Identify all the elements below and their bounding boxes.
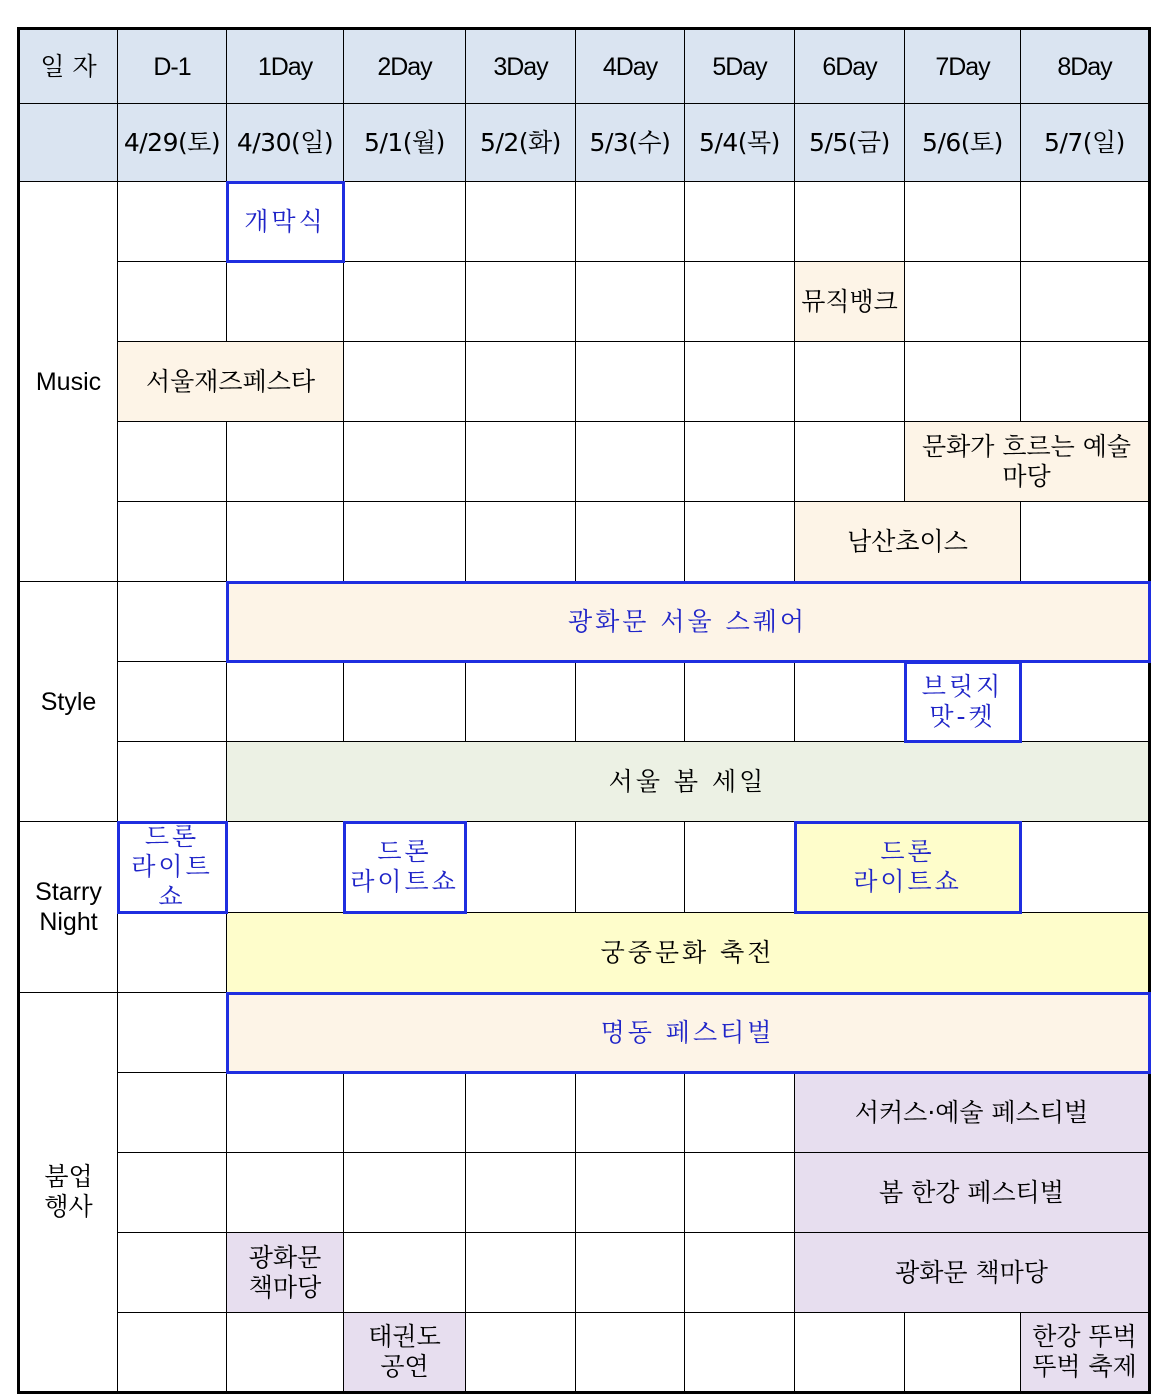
header-date-1: 4/30(일) xyxy=(227,104,344,182)
empty-cell xyxy=(795,182,905,262)
category-starry-night-line-1: Starry xyxy=(35,878,102,906)
empty-cell xyxy=(344,262,466,342)
event-drone-2-line-1: 드론 xyxy=(377,837,432,866)
empty-cell xyxy=(576,1153,685,1233)
music-row-2 xyxy=(19,262,1150,342)
music-row-1 xyxy=(19,182,1150,262)
event-music-bank: 뮤직뱅크 xyxy=(795,262,905,342)
empty-cell xyxy=(466,1073,576,1153)
empty-cell xyxy=(344,342,466,422)
category-music: Music xyxy=(19,182,118,582)
empty-cell xyxy=(576,342,685,422)
empty-cell xyxy=(227,662,344,742)
empty-cell xyxy=(795,342,905,422)
empty-cell xyxy=(685,182,795,262)
event-drone-light-show-1 xyxy=(118,822,227,913)
empty-cell xyxy=(1021,822,1150,913)
header-day-5: 5Day xyxy=(685,29,795,104)
event-ttukbeok-line-1: 한강 뚜벅 xyxy=(1032,1322,1137,1351)
empty-cell xyxy=(685,1313,795,1393)
category-bomup xyxy=(19,993,118,1393)
header-date-2: 5/1(월) xyxy=(344,104,466,182)
empty-cell xyxy=(905,182,1021,262)
header-day-row xyxy=(19,29,1150,104)
empty-cell xyxy=(227,1313,344,1393)
event-drone-1-line-1: 드론 xyxy=(144,822,200,851)
event-culture-art-madang xyxy=(905,422,1150,502)
empty-cell xyxy=(344,422,466,502)
empty-cell xyxy=(1021,662,1150,742)
event-hangang-ttukbeok-festival xyxy=(1021,1313,1150,1393)
empty-cell xyxy=(227,422,344,502)
empty-cell xyxy=(227,1073,344,1153)
event-seoul-spring-sale: 서울 봄 세일 xyxy=(227,742,1150,822)
category-bomup-line-1: 붐업 xyxy=(44,1163,93,1191)
empty-cell xyxy=(576,422,685,502)
style-row-1 xyxy=(19,582,1150,662)
bomup-row-5 xyxy=(19,1313,1150,1393)
event-taekwondo-performance xyxy=(344,1313,466,1393)
empty-cell xyxy=(685,662,795,742)
empty-cell xyxy=(118,502,227,582)
header-day-8: 8Day xyxy=(1021,29,1150,104)
event-gwanghwamun-book-madang-1 xyxy=(227,1233,344,1313)
music-row-5 xyxy=(19,502,1150,582)
empty-cell xyxy=(576,182,685,262)
empty-cell xyxy=(227,822,344,913)
empty-cell xyxy=(118,262,227,342)
empty-cell xyxy=(576,502,685,582)
empty-cell xyxy=(227,1153,344,1233)
empty-cell xyxy=(118,742,227,822)
empty-cell xyxy=(344,1233,466,1313)
event-circus-art-festival: 서커스·예술 페스티벌 xyxy=(795,1073,1150,1153)
empty-cell xyxy=(227,262,344,342)
header-day-7: 7Day xyxy=(905,29,1021,104)
empty-cell xyxy=(576,1073,685,1153)
empty-cell xyxy=(466,1313,576,1393)
empty-cell xyxy=(118,993,227,1073)
empty-cell xyxy=(118,422,227,502)
empty-cell xyxy=(1021,262,1150,342)
header-day-4: 4Day xyxy=(576,29,685,104)
empty-cell xyxy=(795,422,905,502)
empty-cell xyxy=(466,262,576,342)
empty-cell xyxy=(795,1313,905,1393)
empty-cell xyxy=(685,422,795,502)
event-ttukbeok-line-2: 뚜벅 축제 xyxy=(1032,1352,1137,1381)
event-book-1-line-1: 광화문 xyxy=(248,1242,322,1272)
empty-cell xyxy=(118,662,227,742)
empty-cell xyxy=(576,662,685,742)
empty-cell xyxy=(685,1153,795,1233)
music-row-3 xyxy=(19,342,1150,422)
event-bridge-market xyxy=(905,662,1021,742)
empty-cell xyxy=(118,582,227,662)
header-date-8: 5/7(일) xyxy=(1021,104,1150,182)
bomup-row-3 xyxy=(19,1153,1150,1233)
category-starry-night xyxy=(19,822,118,993)
empty-cell xyxy=(685,502,795,582)
category-bomup-line-2: 행사 xyxy=(44,1193,93,1221)
empty-cell xyxy=(344,182,466,262)
header-day-6: 6Day xyxy=(795,29,905,104)
event-palace-culture-festival: 궁중문화 축전 xyxy=(227,913,1150,993)
empty-cell xyxy=(905,1313,1021,1393)
empty-cell xyxy=(685,1233,795,1313)
header-date-5: 5/4(목) xyxy=(685,104,795,182)
category-style: Style xyxy=(19,582,118,822)
empty-cell xyxy=(344,502,466,582)
header-date-6: 5/5(금) xyxy=(795,104,905,182)
empty-cell xyxy=(466,502,576,582)
header-date-d-1: 4/29(토) xyxy=(118,104,227,182)
empty-cell xyxy=(685,822,795,913)
style-row-3 xyxy=(19,742,1150,822)
bomup-row-2 xyxy=(19,1073,1150,1153)
empty-cell xyxy=(576,1233,685,1313)
empty-cell xyxy=(466,1233,576,1313)
event-culture-art-line-1: 문화가 흐르는 예술 xyxy=(921,431,1132,461)
empty-cell xyxy=(1021,182,1150,262)
event-taekwondo-line-2: 공연 xyxy=(380,1352,429,1381)
empty-cell xyxy=(685,262,795,342)
event-opening-ceremony: 개막식 xyxy=(227,182,344,262)
empty-cell xyxy=(685,342,795,422)
festival-schedule-table xyxy=(17,27,1151,1394)
empty-cell xyxy=(118,1153,227,1233)
empty-cell xyxy=(118,1233,227,1313)
event-namsan-choice: 남산초이스 xyxy=(795,502,1021,582)
empty-cell xyxy=(118,182,227,262)
header-day-1: 1Day xyxy=(227,29,344,104)
empty-cell xyxy=(576,822,685,913)
empty-cell xyxy=(795,662,905,742)
header-corner-blank xyxy=(19,104,118,182)
empty-cell xyxy=(905,262,1021,342)
event-culture-art-line-2: 마당 xyxy=(1002,461,1051,491)
empty-cell xyxy=(118,913,227,993)
event-drone-3-line-2: 라이트쇼 xyxy=(853,867,962,896)
header-date-3: 5/2(화) xyxy=(466,104,576,182)
empty-cell xyxy=(905,342,1021,422)
header-corner-label: 일 자 xyxy=(19,29,118,104)
header-day-d-1: D-1 xyxy=(118,29,227,104)
empty-cell xyxy=(466,422,576,502)
header-day-3: 3Day xyxy=(466,29,576,104)
music-row-4 xyxy=(19,422,1150,502)
header-date-row xyxy=(19,104,1150,182)
bomup-row-1 xyxy=(19,993,1150,1073)
event-drone-2-line-2: 라이트쇼 xyxy=(350,867,459,896)
event-drone-3-line-1: 드론 xyxy=(880,837,935,866)
empty-cell xyxy=(1021,342,1150,422)
event-bridge-market-line-1: 브릿지 xyxy=(921,671,1004,701)
empty-cell xyxy=(466,182,576,262)
empty-cell xyxy=(466,342,576,422)
category-starry-night-line-2: Night xyxy=(39,908,98,936)
event-drone-light-show-2 xyxy=(344,822,466,913)
style-row-2 xyxy=(19,662,1150,742)
empty-cell xyxy=(344,662,466,742)
event-gwanghwamun-seoul-square: 광화문 서울 스퀘어 xyxy=(227,582,1150,662)
event-drone-light-show-3 xyxy=(795,822,1021,913)
event-drone-1-line-2: 라이트쇼 xyxy=(131,852,213,911)
empty-cell xyxy=(118,1073,227,1153)
empty-cell xyxy=(1021,502,1150,582)
event-seoul-jazz-festa: 서울재즈페스타 xyxy=(118,342,344,422)
event-bridge-market-line-2: 맛-켓 xyxy=(929,701,996,731)
header-date-4: 5/3(수) xyxy=(576,104,685,182)
empty-cell xyxy=(466,662,576,742)
header-day-2: 2Day xyxy=(344,29,466,104)
empty-cell xyxy=(227,502,344,582)
event-book-1-line-2: 책마당 xyxy=(248,1272,322,1302)
empty-cell xyxy=(118,1313,227,1393)
empty-cell xyxy=(576,262,685,342)
event-taekwondo-line-1: 태권도 xyxy=(368,1322,441,1351)
bomup-row-4 xyxy=(19,1233,1150,1313)
starry-night-row-1 xyxy=(19,822,1150,913)
event-spring-hangang-festival: 봄 한강 페스티벌 xyxy=(795,1153,1150,1233)
empty-cell xyxy=(344,1073,466,1153)
empty-cell xyxy=(466,1153,576,1233)
header-date-7: 5/6(토) xyxy=(905,104,1021,182)
empty-cell xyxy=(466,822,576,913)
event-gwanghwamun-book-madang-2: 광화문 책마당 xyxy=(795,1233,1150,1313)
starry-night-row-2 xyxy=(19,913,1150,993)
empty-cell xyxy=(344,1153,466,1233)
empty-cell xyxy=(685,1073,795,1153)
empty-cell xyxy=(576,1313,685,1393)
event-myeongdong-festival: 명동 페스티벌 xyxy=(227,993,1150,1073)
